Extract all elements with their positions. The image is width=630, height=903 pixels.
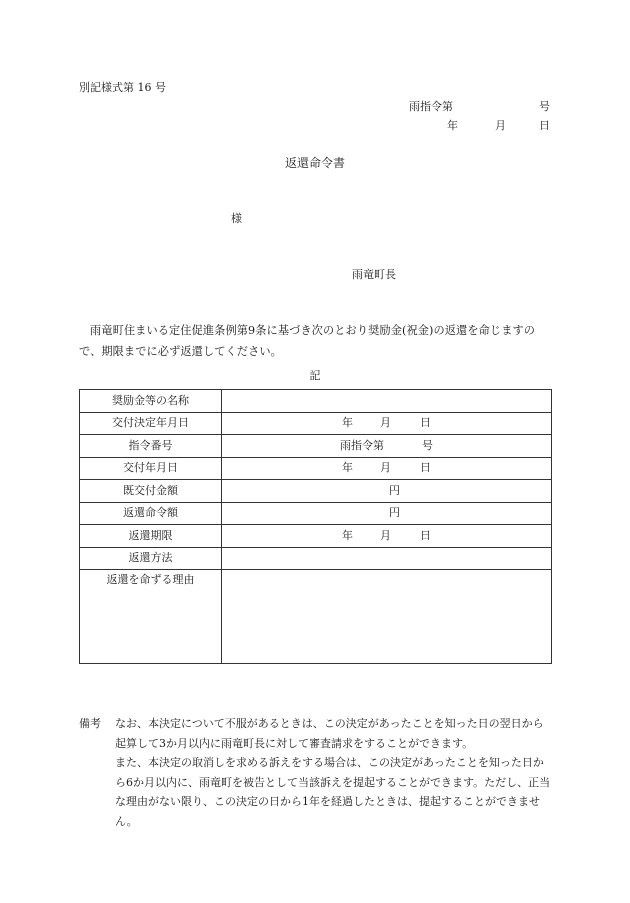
- table-row: [80, 412, 552, 435]
- date-day: 日: [420, 416, 431, 430]
- issue-date-year: 年: [447, 119, 458, 132]
- form-number: 別記様式第 16 号: [79, 81, 166, 94]
- table-value: [222, 547, 552, 570]
- ki-label: 記: [309, 369, 321, 382]
- table-label: 指令番号: [80, 435, 222, 458]
- date-month: 月: [380, 528, 391, 542]
- table-label: 返還を命ずる理由: [80, 570, 222, 664]
- table-row: [80, 502, 552, 525]
- table-label: 返還期限: [80, 525, 222, 548]
- notes-label: 備考: [79, 717, 101, 730]
- table-label: 奨励金等の名称: [80, 390, 222, 413]
- date-year: 年: [342, 461, 353, 475]
- date-month: 月: [380, 461, 391, 475]
- issue-date: [447, 119, 550, 133]
- date-month: 月: [380, 416, 391, 430]
- table-row: [80, 435, 552, 458]
- table-row: [80, 480, 552, 503]
- table-value: [222, 435, 552, 458]
- order-number-prefix: 雨指令第: [340, 438, 384, 452]
- table-value: [222, 412, 552, 435]
- date-day: 日: [420, 461, 431, 475]
- table-row: [80, 390, 552, 413]
- order-number-suffix: 号: [422, 438, 433, 452]
- table-label: 交付決定年月日: [80, 412, 222, 435]
- issue-date-month: 月: [495, 119, 506, 132]
- table-row: [80, 457, 552, 480]
- table-label: 交付年月日: [80, 457, 222, 480]
- notes-paragraph: なお、本決定について不服があるときは、この決定があったことを知った日の翌日から起算して3か月以内に雨竜町長に対して審査請求をすることができます。: [115, 717, 544, 750]
- addressee-suffix: 様: [231, 212, 242, 225]
- document-number-prefix: 雨指令第: [409, 100, 453, 113]
- body-text: 雨竜町住まいる定住促進条例第9条に基づき次のとおり奨励金(祝金)の返還を命じますので、期限までに必ず返還してください。: [79, 324, 536, 358]
- table-value: [222, 480, 552, 503]
- amount-unit: 円: [389, 506, 400, 520]
- table-label: 返還命令額: [80, 502, 222, 525]
- date-day: 日: [420, 528, 431, 542]
- date-year: 年: [342, 416, 353, 430]
- notes-paragraph: また、本決定の取消しを求める訴えをする場合は、この決定があったことを知った日から6か月以内に、雨竜町を被告として当該訴えを提起することができます。ただし、正当な理由がない限り、この決定の日から1年を経過したときは、提起することができません。: [115, 756, 551, 828]
- amount-unit: 円: [389, 483, 400, 497]
- table-label: 返還方法: [80, 547, 222, 570]
- table-label: 既交付金額: [80, 480, 222, 503]
- notes: [79, 714, 553, 831]
- issuer: 雨竜町長: [352, 268, 396, 281]
- document-number-suffix: 号: [539, 100, 550, 113]
- table-row: [80, 570, 552, 664]
- table-value: [222, 390, 552, 413]
- details-table: [79, 389, 552, 664]
- table-value: [222, 457, 552, 480]
- table-row: [80, 525, 552, 548]
- document-number: [409, 100, 550, 114]
- page-title: 返還命令書: [284, 156, 345, 170]
- table-row: [80, 547, 552, 570]
- table-value: [222, 502, 552, 525]
- issue-date-day: 日: [539, 119, 550, 132]
- table-value: [222, 525, 552, 548]
- date-year: 年: [342, 528, 353, 542]
- table-value: [222, 570, 552, 664]
